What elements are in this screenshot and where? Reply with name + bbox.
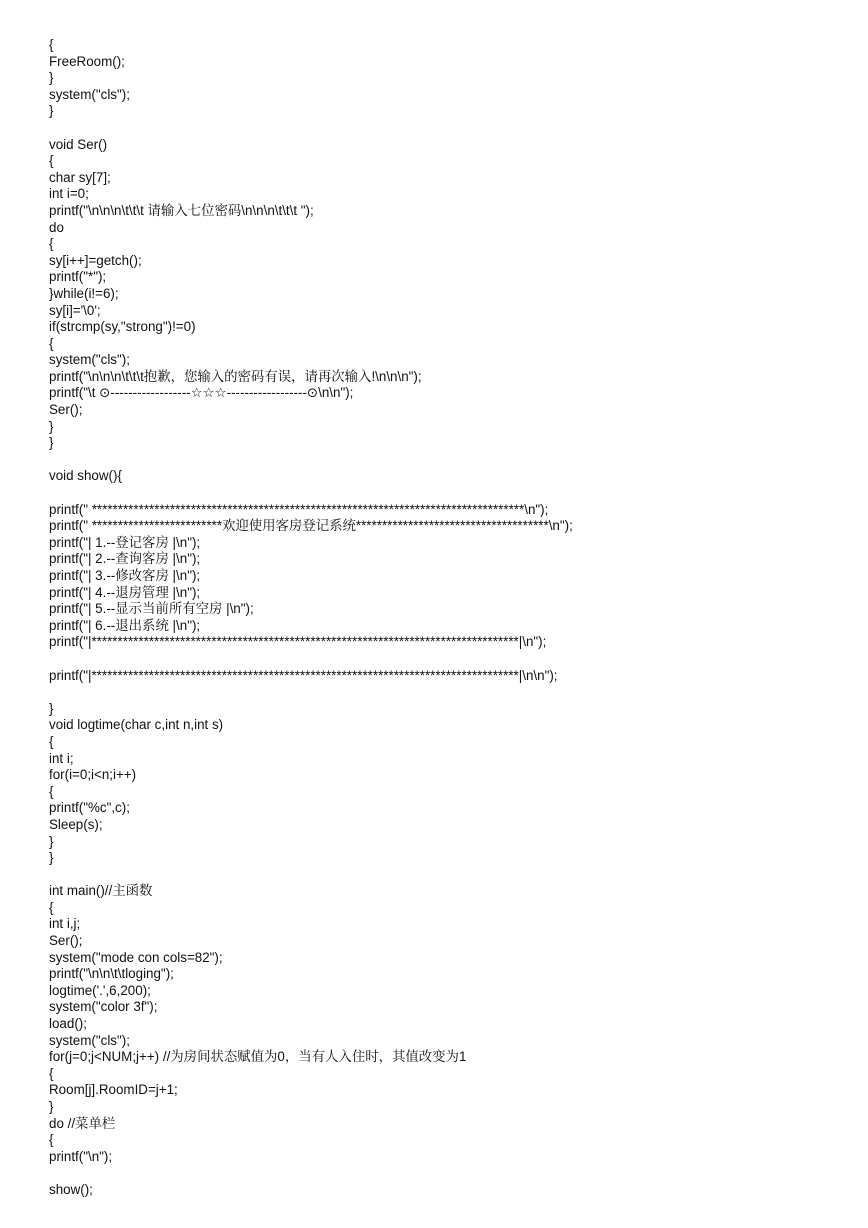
code-line: int i=0; xyxy=(49,186,89,202)
code-line: printf(" ***********************************************************************************\n"); xyxy=(49,501,549,517)
code-line: printf("|**********************************************************************************|\n\n"); xyxy=(49,667,558,683)
code-line: } xyxy=(49,700,54,716)
code-line xyxy=(49,452,849,469)
code-listing xyxy=(49,37,849,1199)
code-line: printf("| 3.--修改客房 |\n"); xyxy=(49,568,201,583)
code-line: Sleep(s); xyxy=(49,816,103,832)
code-line: { xyxy=(49,1065,54,1081)
code-line: show(); xyxy=(49,1181,93,1197)
code-line: { xyxy=(49,335,54,351)
code-line: } xyxy=(49,850,54,866)
code-line: Ser(); xyxy=(49,933,83,949)
code-line xyxy=(49,1165,849,1182)
code-line: { xyxy=(49,783,54,799)
code-line: sy[i]='\0'; xyxy=(49,302,101,318)
code-line: printf(" *************************欢迎使用客房登记系统*************************************\n"); xyxy=(49,518,573,534)
code-line: logtime('.',6,200); xyxy=(49,982,151,998)
code-line: } xyxy=(49,103,54,119)
code-line: printf("%c",c); xyxy=(49,800,130,816)
code-line: { xyxy=(49,236,54,252)
code-line: void Ser() xyxy=(49,136,108,152)
code-line: do xyxy=(49,219,64,235)
code-line: FreeRoom(); xyxy=(49,53,125,69)
code-line: system("cls"); xyxy=(49,86,130,102)
code-line: printf("| 5.--显示当前所有空房 |\n"); xyxy=(49,601,254,617)
code-line xyxy=(49,651,849,668)
code-line: void show(){ xyxy=(49,468,122,484)
code-line: Ser(); xyxy=(49,402,83,418)
code-line: } xyxy=(49,833,54,849)
code-line: printf("| 6.--退出系统 |\n"); xyxy=(49,617,201,633)
code-line: { xyxy=(49,733,54,749)
code-line: Room[j].RoomID=j+1; xyxy=(49,1082,178,1098)
code-line: } xyxy=(49,1099,54,1114)
code-line: load(); xyxy=(49,1016,87,1032)
code-line xyxy=(49,684,849,701)
code-line: printf("\n\n\n\t\t\t 请输入七位密码\n\n\n\t\t\t "); xyxy=(49,202,314,218)
code-line: for(j=0;j<NUM;j++) //为房间状态赋值为0，当有人入住时，其值改变为1 xyxy=(49,1049,467,1065)
code-line: printf("\n\n\n\t\t\t抱歉，您输入的密码有误，请再次输入!\n\n\n"); xyxy=(49,368,422,384)
code-line: } xyxy=(49,418,54,434)
code-line: int i,j; xyxy=(49,916,81,932)
code-line: printf("\n\n\t\tloging"); xyxy=(49,966,174,982)
code-line xyxy=(49,485,849,502)
code-line: char sy[7]; xyxy=(49,169,111,185)
code-line: printf("| 4.--退房管理 |\n"); xyxy=(49,584,201,600)
code-line xyxy=(49,120,849,137)
code-line: int i; xyxy=(49,750,74,766)
code-line: void logtime(char c,int n,int s) xyxy=(49,717,224,733)
code-line: system("mode con cols=82"); xyxy=(49,949,223,965)
code-line: }while(i!=6); xyxy=(49,285,119,301)
code-line: sy[i++]=getch(); xyxy=(49,252,142,268)
code-line: printf("| 2.--查询客房 |\n"); xyxy=(49,551,201,567)
code-line: printf("*"); xyxy=(49,269,107,285)
code-line: system("color 3f"); xyxy=(49,999,158,1015)
code-line: { xyxy=(49,899,54,915)
code-line: system("cls"); xyxy=(49,352,130,368)
code-line: system("cls"); xyxy=(49,1032,130,1048)
code-line: printf("\t ⊙------------------☆☆☆------------------⊙\n\n"); xyxy=(49,385,354,401)
code-line: int main()//主函数 xyxy=(49,883,153,899)
code-line: do //菜单栏 xyxy=(49,1115,116,1131)
code-line: printf("|**********************************************************************************|\n"); xyxy=(49,634,547,650)
code-line: printf("\n"); xyxy=(49,1148,113,1164)
code-line xyxy=(49,867,849,884)
code-line: { xyxy=(49,153,54,169)
code-line: } xyxy=(49,435,54,451)
code-line: { xyxy=(49,37,54,52)
code-line: if(strcmp(sy,"strong")!=0) xyxy=(49,319,196,335)
code-line: printf("| 1.--登记客房 |\n"); xyxy=(49,534,201,550)
code-line: { xyxy=(49,1132,54,1148)
code-line: for(i=0;i<n;i++) xyxy=(49,767,137,783)
code-line: } xyxy=(49,70,54,86)
